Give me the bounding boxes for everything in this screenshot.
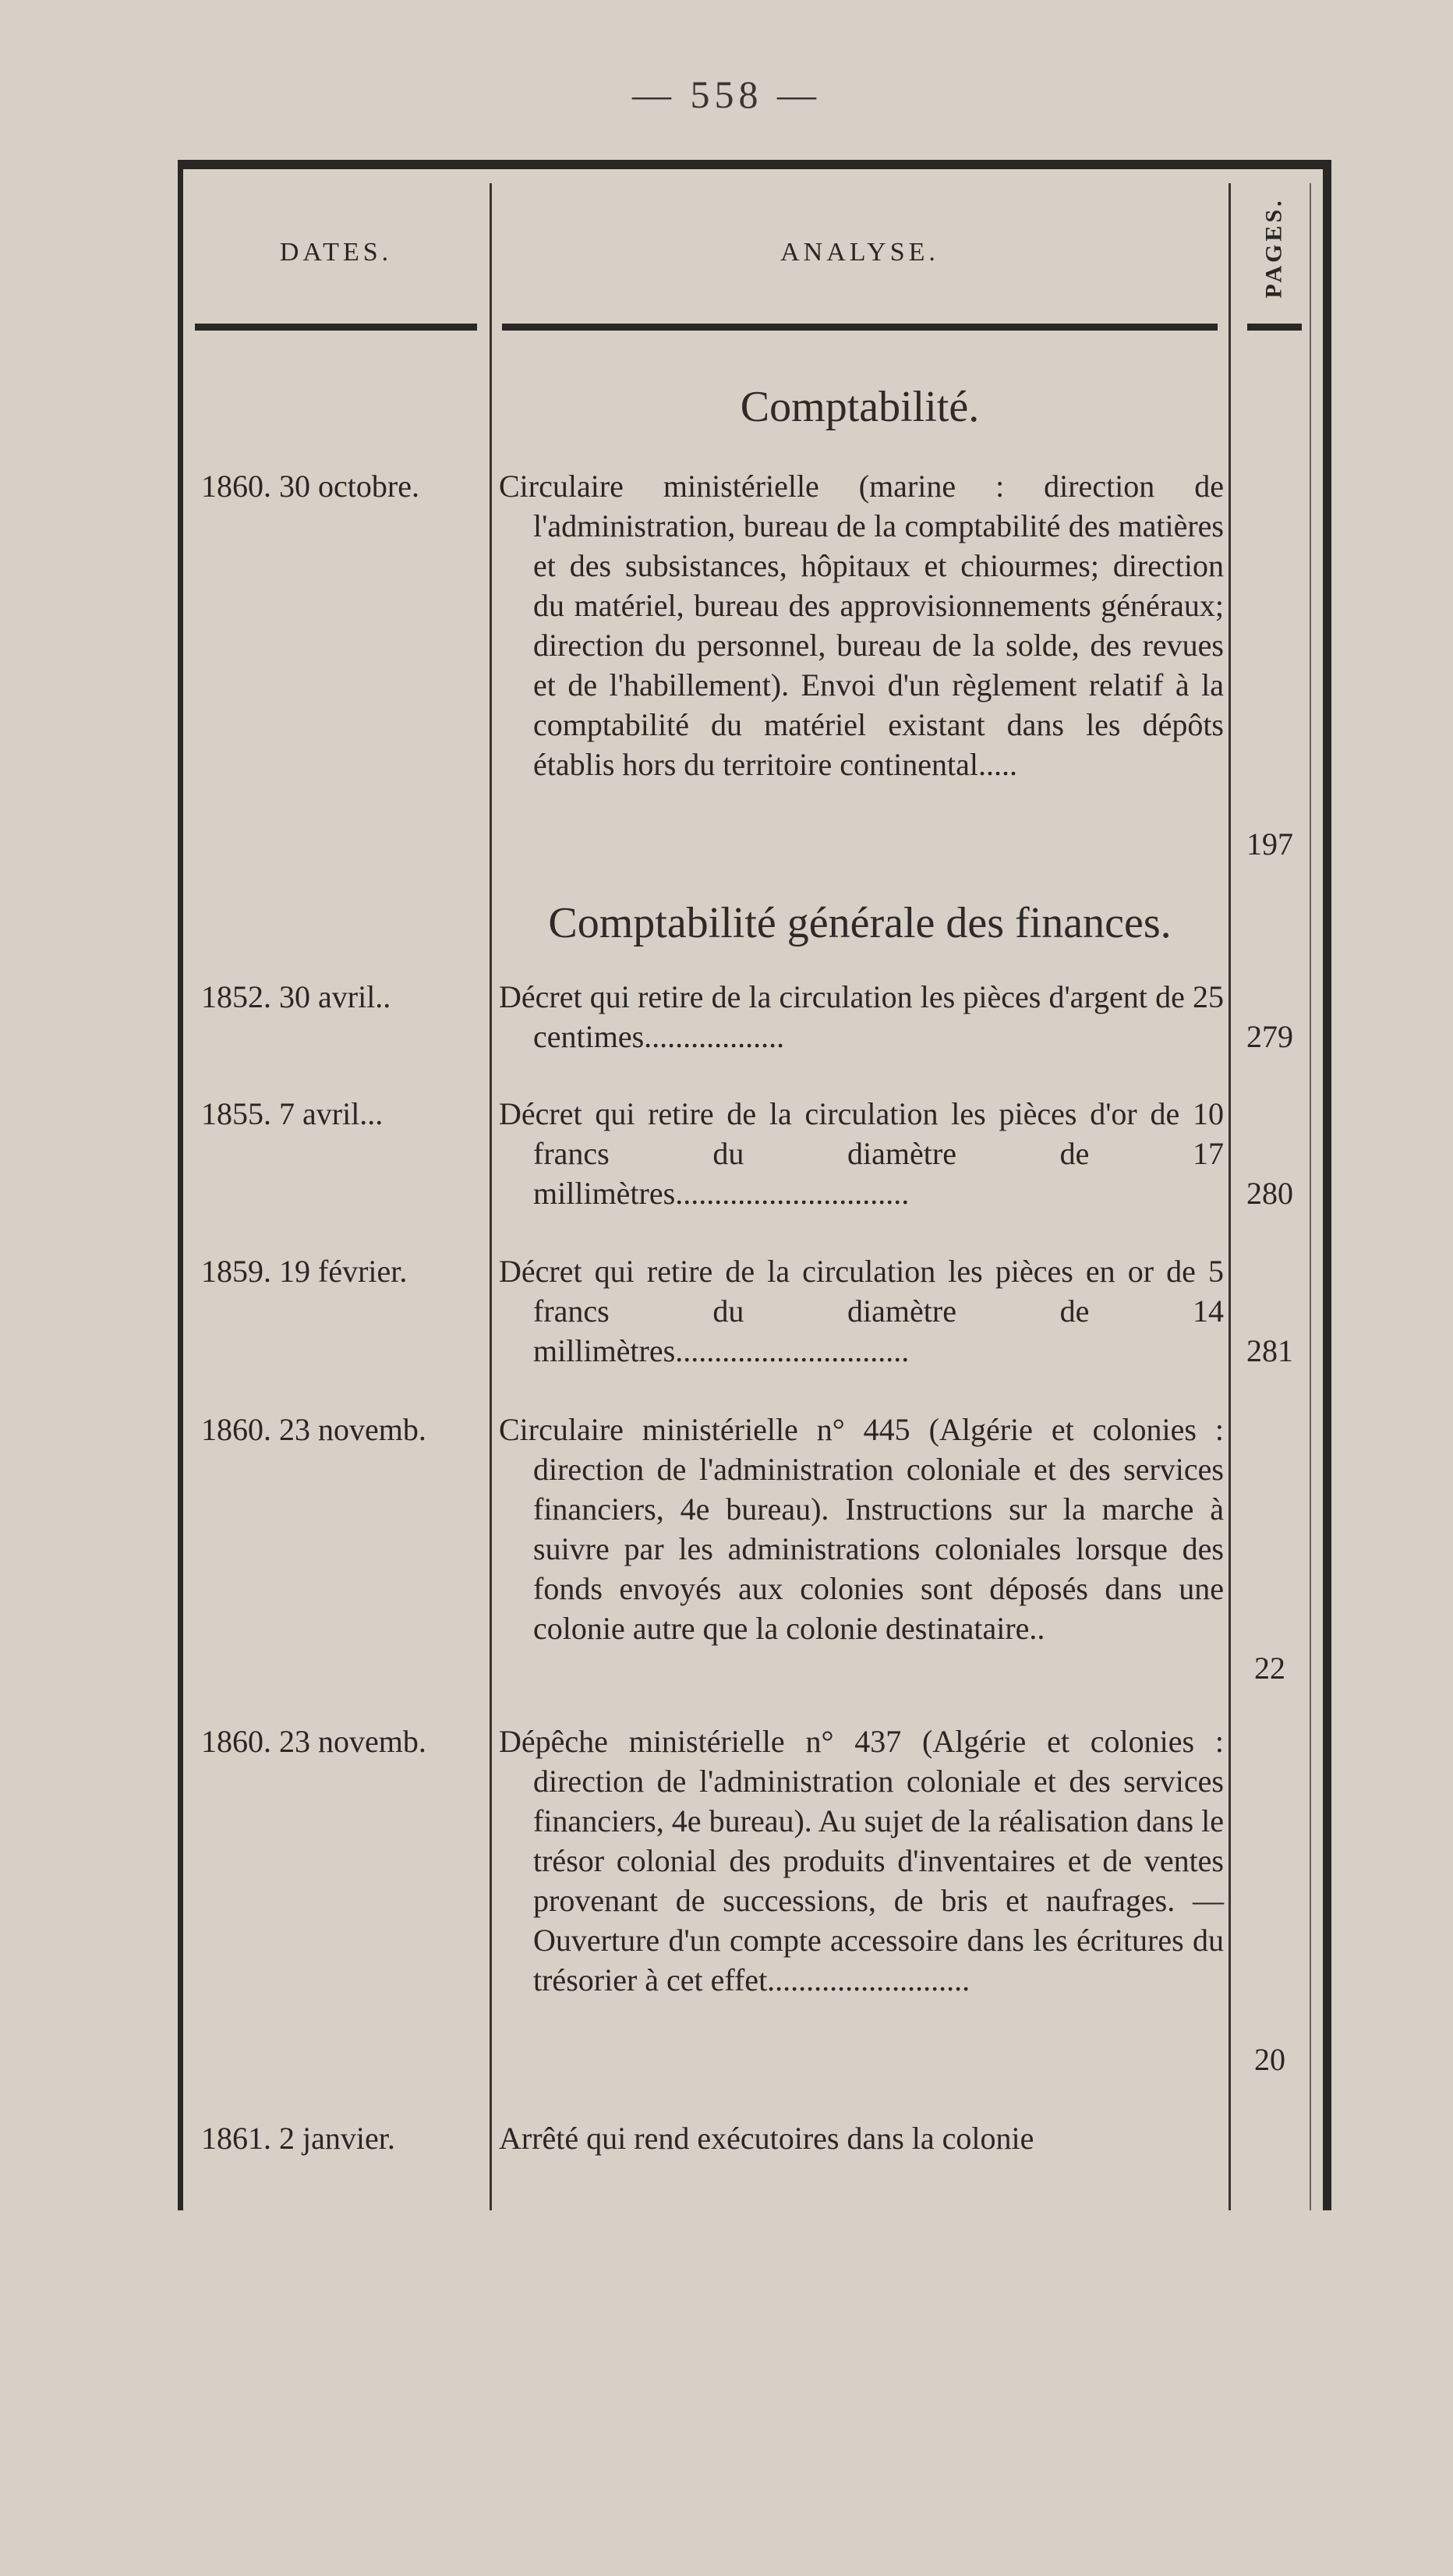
header-underline-dates [195,324,477,331]
header-dates: DATES. [279,238,393,267]
entry-analysis [499,1721,1224,2000]
entry-analysis-text: Décret qui retire de la circulation les pièces d'or de 10 francs du diamètre de 17 millimètres.............................. [499,1096,1224,1211]
entry-analysis-text: Circulaire ministérielle (marine : direction de l'administration, bureau de la comptabilité des matières et des subsistances, hôpitaux et chiourmes; direction du matériel, bureau des approvisionnements généraux; direction du personnel, bureau de la solde, des revues et de l'habillement). Envoi d'un règlement relatif à la comptabilité du matériel existant dans les dépôts établis hors du territoire continental..... [499,469,1224,782]
header-underline-pages [1247,324,1302,331]
entry-analysis [499,977,1224,1056]
header-analyse: ANALYSE. [780,238,939,267]
entry-analysis [499,1251,1224,1371]
entry-date: 1861. 2 janvier. [201,2121,395,2156]
entry-analysis-text: Circulaire ministérielle n° 445 (Algérie et colonies : direction de l'administration coloniale et des services financiers, 4e bureau). Instructions sur la marche à suivre par les administrations coloniales lorsque des fonds envoyés aux colonies sont déposés dans une colonie autre que la colonie destinataire.. [499,1412,1224,1646]
entry-analysis [499,1094,1224,1213]
entry-date: 1860. 23 novemb. [201,1412,426,1447]
entry-analysis-text: Décret qui retire de la circulation les pièces d'argent de 25 centimes.................. [499,979,1224,1054]
header-pages [1246,182,1303,314]
entry-page: 281 [1246,1333,1293,1368]
entry-date: 1860. 30 octobre. [201,469,419,504]
entry-page: 279 [1246,1019,1293,1054]
table-top-rule [178,160,1331,169]
section-title-comptabilite: Comptabilité. [740,383,980,431]
entry-analysis [499,466,1224,784]
entry-date: 1860. 23 novemb. [201,1724,426,1759]
entry-date: 1852. 30 avril.. [201,979,391,1014]
header-pages-label: PAGES. [1261,197,1288,299]
section-title-comptabilite-generale: Comptabilité générale des finances. [548,899,1172,947]
entry-analysis-text: Dépêche ministérielle n° 437 (Algérie et colonies : direction de l'administration coloniale et des services financiers, 4e bureau). Au sujet de la réalisation dans le trésor colonial des produits d'inventaires et de ventes provenant de successions, de bris et naufrages. — Ouverture d'un compte accessoire dans les écritures du trésorier à cet effet.......................... [499,1724,1224,1997]
page-number: — 558 — [632,73,821,116]
entry-date: 1855. 7 avril... [201,1096,384,1131]
column-divider-analyse [1229,183,1231,2210]
entry-analysis [499,1410,1224,1648]
table-right-rule [1323,160,1331,2210]
column-divider-pages [1310,183,1311,2210]
entry-page: 280 [1246,1176,1293,1211]
entry-analysis-text: Décret qui retire de la circulation les pièces en or de 5 francs du diamètre de 14 millimètres.............................. [499,1254,1224,1368]
entry-page: 20 [1254,2042,1285,2077]
entry-date: 1859. 19 février. [201,1254,408,1289]
header-underline-analyse [502,324,1218,331]
entry-page: 197 [1246,826,1293,862]
entry-analysis-text: Arrêté qui rend exécutoires dans la colonie [499,2121,1034,2156]
entry-page: 22 [1254,1651,1285,1686]
entry-analysis [499,2118,1224,2158]
table-left-rule [178,160,183,2210]
